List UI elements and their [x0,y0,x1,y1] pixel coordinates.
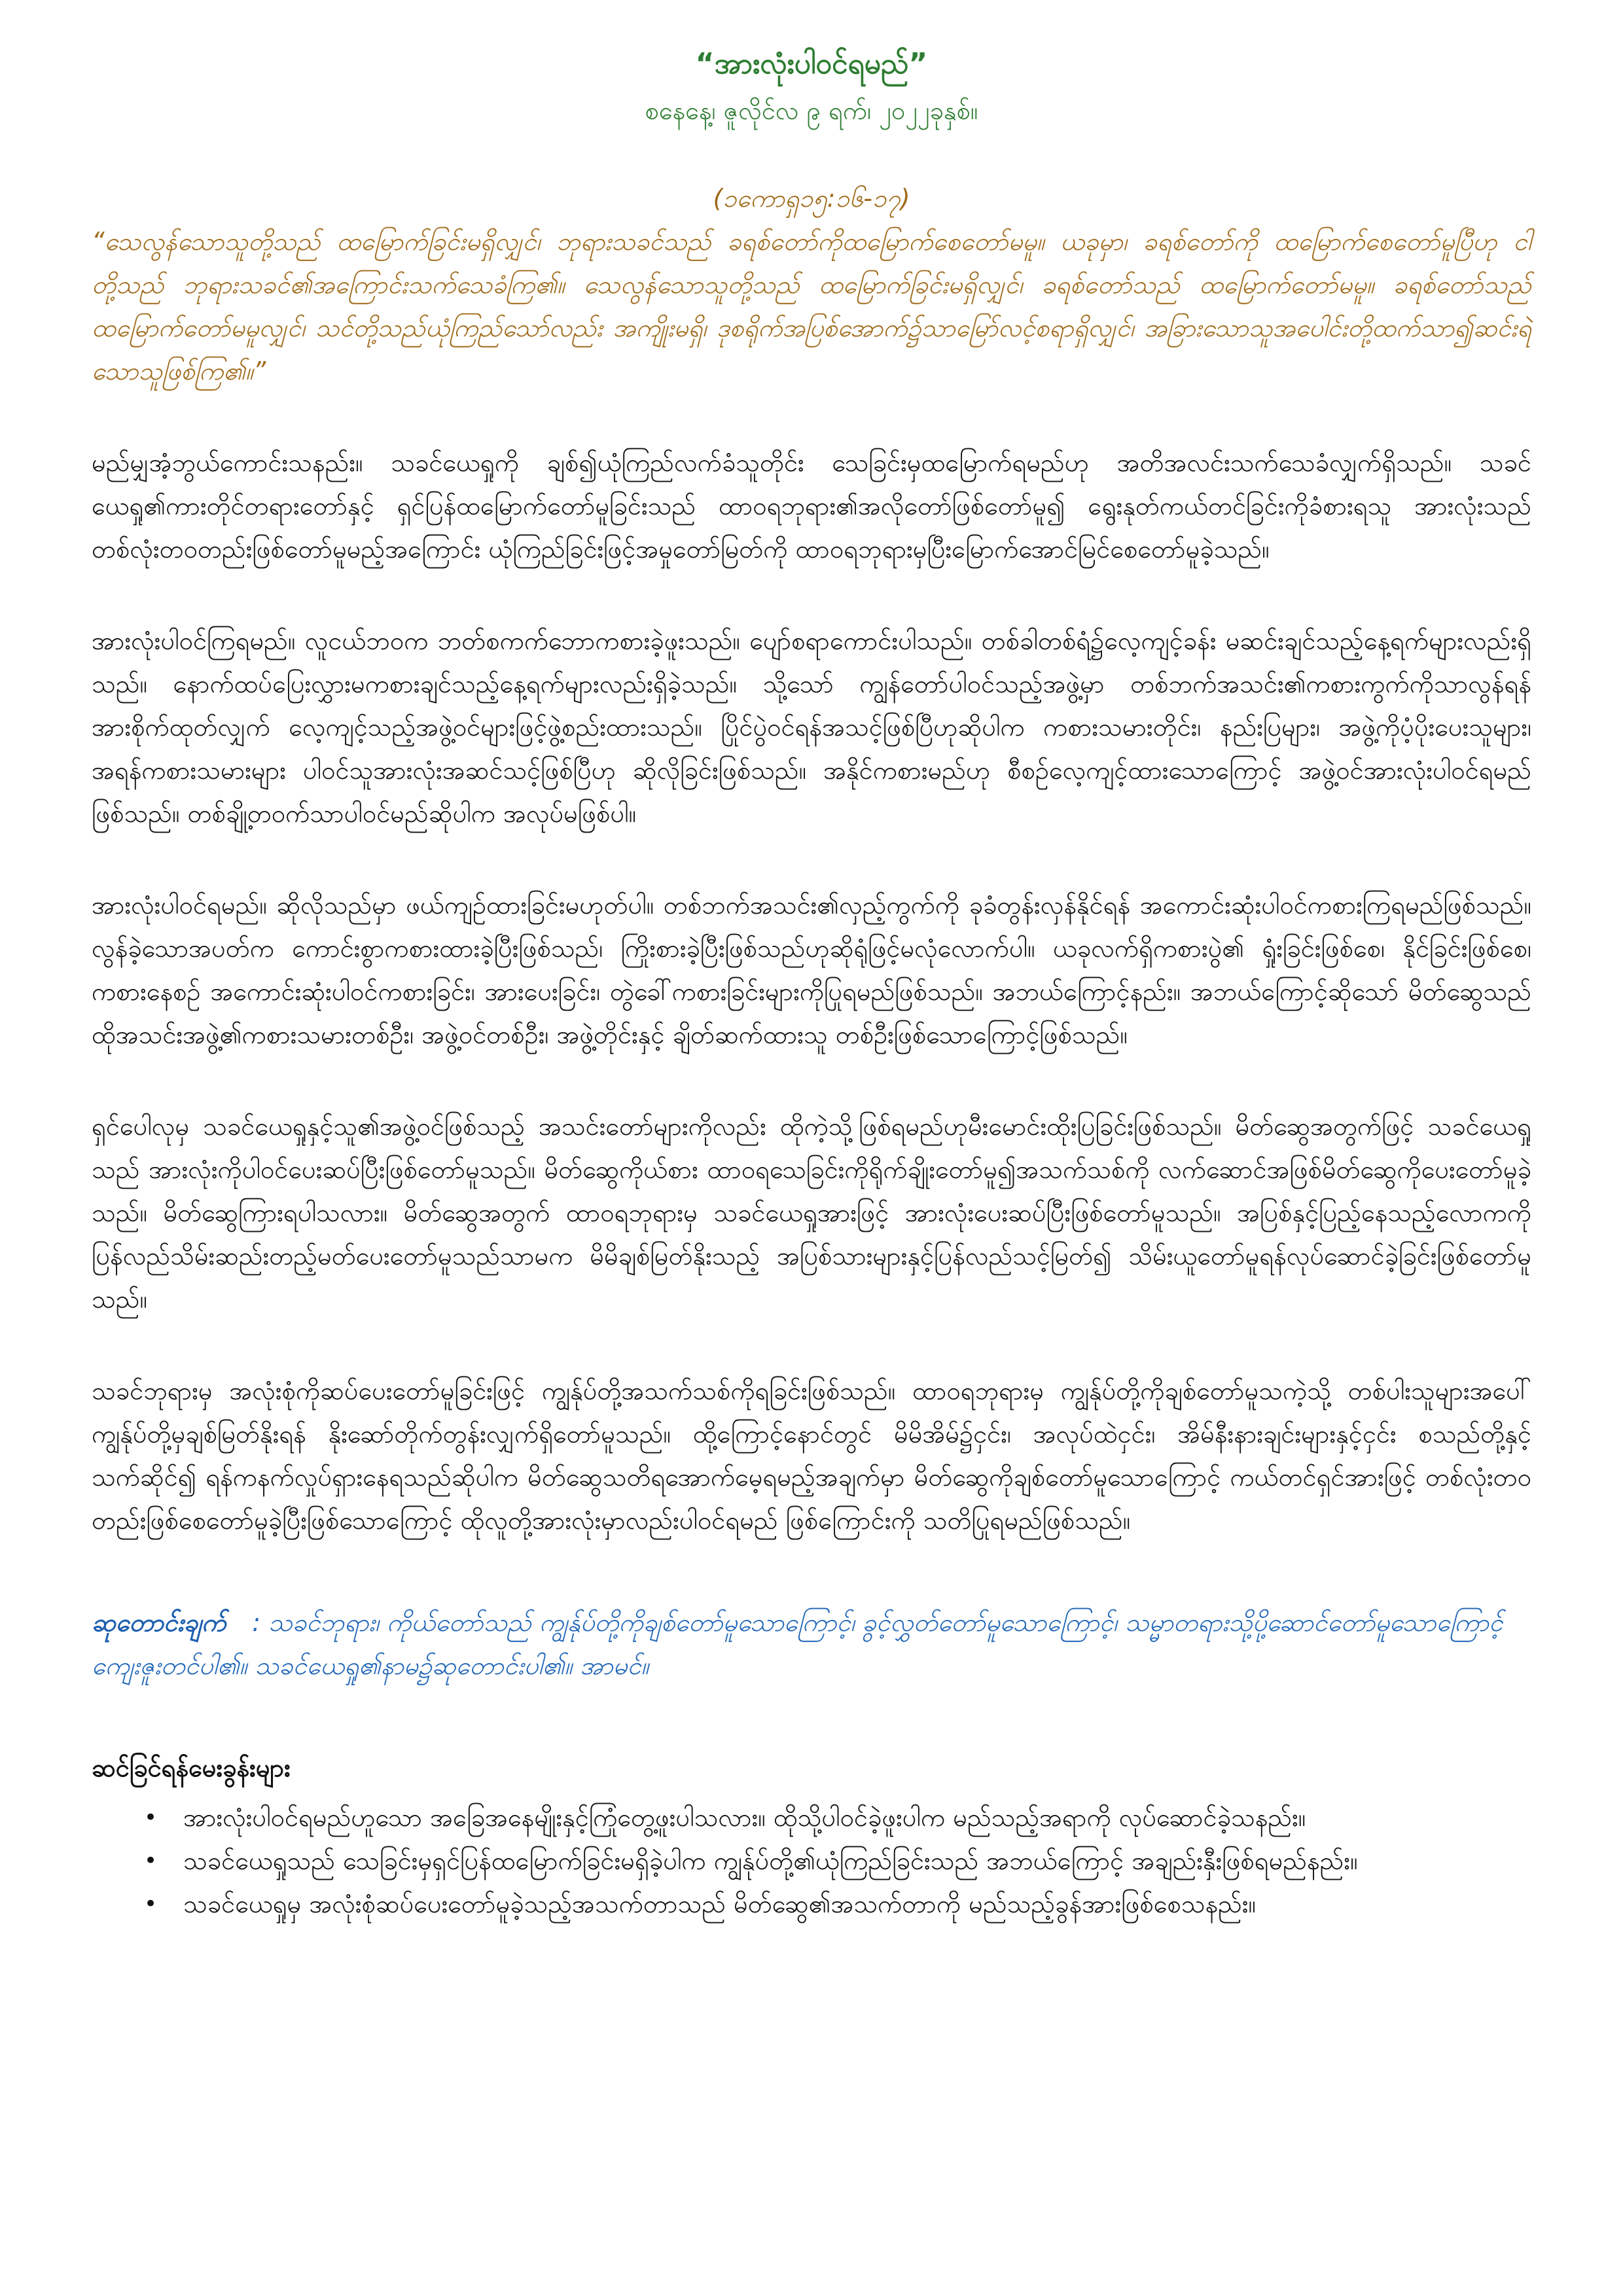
questions-list [92,1796,1531,1926]
question-text: သခင်ယေရှုမှ အလုံးစုံဆပ်ပေးတော်မူခဲ့သည့်အသက်တာသည် မိတ်ဆွေ၏အသက်တာကို မည်သည့်ခွန်အားဖြစ်စေသနည်း။ [183,1890,1257,1918]
verse-reference: (၁ကောရှ၁၅:၁၆-၁၇) [713,184,910,213]
body-paragraph-5: သခင်ဘုရားမှ အလုံးစုံကိုဆပ်ပေးတော်မူခြင်းဖြင့် ကျွန်ုပ်တို့အသက်သစ်ကိုရခြင်းဖြစ်သည်။ ထာဝရဘုရားမှ ကျွန်ုပ်တို့ကိုချစ်တော်မူသကဲ့သို့ တစ်ပါးသူများအပေါ် ကျွန်ုပ်တို့မှချစ်မြတ်နိုးရန် နိုးဆော်တိုက်တွန်းလျှက်ရှိတော်မူသည်။ ထို့ကြောင့်နောင်တွင် မိမိအိမ်၌ငှင်း၊ အလုပ်ထဲငှင်း၊ အိမ်နီးနားချင်းများနှင့်ငှင်း စသည်တို့နှင့်သက်ဆိုင်၍ ရန်ကနက်လှုပ်ရှားနေရသည်ဆိုပါက မိတ်ဆွေသတိရအောက်မေ့ရမည့်အချက်မှာ မိတ်ဆွေကိုချစ်တော်မူသောကြောင့် ကယ်တင်ရှင်အားဖြင့် တစ်လုံးတဝတည်းဖြစ်စေတော်မူခဲ့ပြီးဖြစ်သောကြောင့် ထိုလူတို့အားလုံးမှာလည်းပါဝင်ရမည် ဖြစ်ကြောင်းကို သတိပြုရမည်ဖြစ်သည်။ [92,1376,1531,1535]
questions-heading: ဆင်ခြင်ရန်မေးခွန်းများ [92,1753,291,1782]
prayer-block [92,1601,1531,1687]
list-item [144,1839,1531,1882]
question-text: အားလုံးပါဝင်ရမည်ဟူသော အခြေအနေမျိုးနှင့်ကြုံတွေ့ဖူးပါသလား။ ထိုသို့ပါဝင်ခဲ့ဖူးပါက မည်သည့်အရာကို လုပ်ဆောင်ခဲ့သနည်း။ [183,1803,1306,1832]
body-paragraph-2: အားလုံးပါဝင်ကြရမည်။ လူငယ်ဘဝက ဘတ်စကက်ဘောကစားခဲ့ဖူးသည်။ ပျော်စရာကောင်းပါသည်။ တစ်ခါတစ်ရံ၌လေ့ကျင့်ခန်း မဆင်းချင်သည့်နေ့ရက်များလည်းရှိသည်။ နောက်ထပ်ပြေးလွှားမကစားချင်သည့်နေ့ရက်များလည်းရှိခဲ့သည်။ သို့သော် ကျွန်တော်ပါဝင်သည့်အဖွဲ့မှာ တစ်ဘက်အသင်း၏ကစားကွက်ကိုသာလွန်ရန် အားစိုက်ထုတ်လျှက် လေ့ကျင့်သည့်အဖွဲ့ဝင်များဖြင့်ဖွဲ့စည်းထားသည်။ ပြိုင်ပွဲဝင်ရန်အသင့်ဖြစ်ပြီဟုဆိုပါက ကစားသမားတိုင်း၊ နည်းပြများ၊ အဖွဲ့ကိုပံ့ပိုးပေးသူများ၊ အရန်ကစားသမားများ ပါဝင်သူအားလုံးအဆင်သင့်ဖြစ်ပြီဟု ဆိုလိုခြင်းဖြစ်သည်။ အနိုင်ကစားမည်ဟု စီစဉ်လေ့ကျင့်ထားသောကြောင့် အဖွဲ့ဝင်အားလုံးပါဝင်ရမည်ဖြစ်သည်။ တစ်ချို့တဝက်သာပါဝင်မည်ဆိုပါက အလုပ်မဖြစ်ပါ။ [92,626,1531,828]
prayer-label: ဆုတောင်းချက် [92,1608,226,1637]
date-line: စနေနေ့၊ ဇူလိုင်လ ၉ ရက်၊ ၂၀၂၂ခုနှစ်။ [645,96,978,125]
body-paragraph-1: မည်မျှအံ့ဘွယ်ကောင်းသနည်း။ သခင်ယေရှုကို ချစ်၍ယုံကြည်လက်ခံသူတိုင်း သေခြင်းမှထမြောက်ရမည်ဟု အတိအလင်းသက်သေခံလျှက်ရှိသည်။ သခင်ယေရှု၏ကားတိုင်တရားတော်နှင့် ရှင်ပြန်ထမြောက်တော်မူခြင်းသည် ထာဝရဘုရား၏အလိုတော်ဖြစ်တော်မူ၍ ရွေးနုတ်ကယ်တင်ခြင်းကိုခံစားရသူ အားလုံးသည် တစ်လုံးတဝတည်းဖြစ်တော်မူမည့်အကြောင်း ယုံကြည်ခြင်းဖြင့်အမှုတော်မြတ်ကို ထာဝရဘုရားမှပြီးမြောက်အောင်မြင်စေတော်မူခဲ့သည်။ [92,448,1531,564]
list-item [144,1882,1531,1926]
body-paragraph-4: ရှင်ပေါလုမှ သခင်ယေရှုနှင့်သူ၏အဖွဲ့ဝင်ဖြစ်သည့် အသင်းတော်များကိုလည်း ထိုကဲ့သို့ဖြစ်ရမည်ဟုမီးမောင်းထိုးပြခြင်းဖြစ်သည်။ မိတ်ဆွေအတွက်ဖြင့် သခင်ယေရှုသည် အားလုံးကိုပါဝင်ပေးဆပ်ပြီးဖြစ်တော်မူသည်။ မိတ်ဆွေကိုယ်စား ထာဝရသေခြင်းကိုရိုက်ချိုးတော်မူ၍အသက်သစ်ကို လက်ဆောင်အဖြစ်မိတ်ဆွေကိုပေးတော်မူခဲ့သည်။ မိတ်ဆွေကြားရပါသလား။ မိတ်ဆွေအတွက် ထာဝရဘုရားမှ သခင်ယေရှုအားဖြင့် အားလုံးပေးဆပ်ပြီးဖြစ်တော်မူသည်။ အပြစ်နှင့်ပြည့်နေသည့်လောကကို ပြန်လည်သိမ်းဆည်းတည့်မတ်ပေးတော်မူသည်သာမက မိမိချစ်မြတ်နိုးသည့် အပြစ်သားများနှင့်ပြန်လည်သင့်မြတ်၍ သိမ်းယူတော်မူရန်လုပ်ဆောင်ခဲ့ခြင်းဖြစ်တော်မူသည်။ [92,1112,1531,1314]
page-title: “အားလုံးပါဝင်ရမည်” [695,47,928,81]
bullet-icon: • [144,1891,158,1917]
body-paragraph-3: အားလုံးပါဝင်ရမည်။ ဆိုလိုသည်မှာ ဖယ်ကျဉ်ထားခြင်းမဟုတ်ပါ။ တစ်ဘက်အသင်း၏လှည့်ကွက်ကို ခုခံတွန်းလှန်နိုင်ရန် အကောင်းဆုံးပါဝင်ကစားကြရမည်ဖြစ်သည်။ လွန်ခဲ့သောအပတ်က ကောင်းစွာကစားထားခဲ့ပြီးဖြစ်သည်၊ ကြိုးစားခဲ့ပြီးဖြစ်သည်ဟုဆိုရုံဖြင့်မလုံလောက်ပါ။ ယခုလက်ရှိကစားပွဲ၏ ရှုံးခြင်းဖြစ်စေ၊ နိုင်ခြင်းဖြစ်စေ၊ ကစားနေစဉ် အကောင်းဆုံးပါဝင်ကစားခြင်း၊ အားပေးခြင်း၊ တွဲခေါ်ကစားခြင်းများကိုပြုရမည်ဖြစ်သည်။ အဘယ်ကြောင့်နည်း။ အဘယ်ကြောင့်ဆိုသော် မိတ်ဆွေသည် ထိုအသင်းအဖွဲ့၏ကစားသမားတစ်ဦး၊ အဖွဲ့ဝင်တစ်ဦး၊ အဖွဲ့တိုင်းနှင့် ချိတ်ဆက်ထားသူ တစ်ဦးဖြစ်သောကြောင့်ဖြစ်သည်။ [92,891,1531,1049]
prayer-text: : သခင်ဘုရား၊ ကိုယ်တော်သည် ကျွန်ုပ်တို့ကိုချစ်တော်မူသောကြောင့်၊ ခွင့်လွှတ်တော်မူသောကြောင့်၊ သမ္မာတရားသို့ပို့ဆောင်တော်မူသောကြောင့် ကျေးဇူးတင်ပါ၏။ သခင်ယေရှု၏နာမ၌ဆုတောင်းပါ၏။ အာမင်။ [92,1608,1503,1680]
verse-text: “သေလွန်သောသူတို့သည် ထမြောက်ခြင်းမရှိလျှင်၊ ဘုရားသခင်သည် ခရစ်တော်ကိုထမြောက်စေတော်မမူ။ ယခုမှာ၊ ခရစ်တော်ကို ထမြောက်စေတော်မူပြီဟု ငါတို့သည် ဘုရားသခင်၏အကြောင်းသက်သေခံကြ၏။ သေလွန်သောသူတို့သည် ထမြောက်ခြင်းမရှိလျှင်၊ ခရစ်တော်သည် ထမြောက်တော်မမူ။ ခရစ်တော်သည် ထမြောက်တော်မမူလျှင်၊ သင်တို့သည်ယုံကြည်သော်လည်း အကျိုးမရှိ၊ ဒုစရိုက်အပြစ်အောက်၌သာမြော်လင့်စရာရှိလျှင်၊ အခြားသောသူအပေါင်းတို့ထက်သာ၍ဆင်းရဲသောသူဖြစ်ကြ၏။” [92,227,1531,386]
bullet-icon: • [144,1804,158,1831]
list-item [144,1796,1531,1839]
bullet-icon: • [144,1848,158,1874]
question-text: သခင်ယေရှုသည် သေခြင်းမှရှင်ပြန်ထမြောက်ခြင်းမရှိခဲ့ပါက ကျွန်ုပ်တို့၏ယုံကြည်ခြင်းသည် အဘယ်ကြောင့် အချည်းနှီးဖြစ်ရမည်နည်း။ [183,1846,1358,1875]
